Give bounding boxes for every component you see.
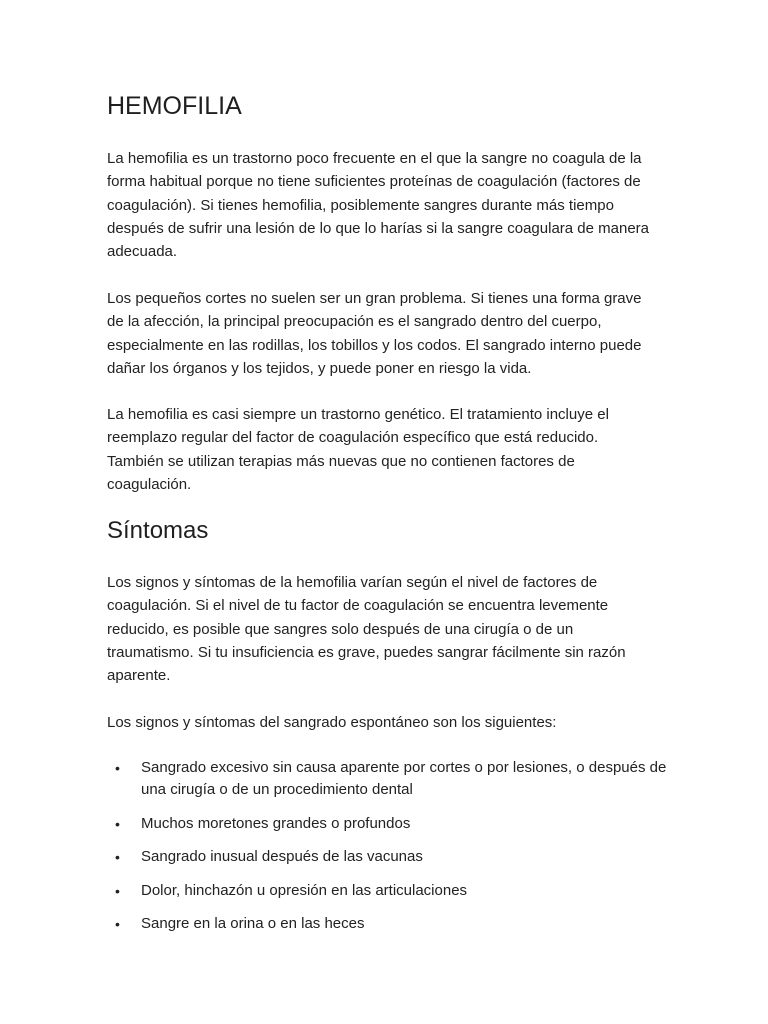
- list-item-text: Dolor, hinchazón u opresión en las articulaciones: [141, 881, 468, 899]
- bullet-icon: •: [115, 882, 120, 899]
- list-item-text: Sangrado excesivo sin causa aparente por cortes o por lesiones, o después de una cirugía o de un procedimiento dental: [141, 759, 667, 798]
- list-item-text: Sangrado inusual después de las vacunas: [141, 848, 423, 865]
- symptoms-paragraph-2: Los signos y síntomas del sangrado espontáneo son los siguientes:: [107, 714, 557, 731]
- section-heading-sintomas: Síntomas: [107, 517, 209, 544]
- document-title: HEMOFILIA: [107, 92, 242, 120]
- list-item-text: Sangre en la orina o en las heces: [141, 915, 365, 932]
- intro-paragraph-2: Los pequeños cortes no suelen ser un gran problema. Si tienes una forma grave de la afección, la principal preocupación es el sangrado dentro del cuerpo, especialmente en las rodillas, los tobillos y los codos. El sangrado interno puede dañar los órganos y los tejidos, y puede poner en riesgo la vida.: [107, 290, 642, 377]
- bullet-icon: •: [115, 849, 120, 865]
- bullet-icon: •: [115, 815, 120, 832]
- list-item: [107, 757, 667, 801]
- intro-paragraph-1: La hemofilia es un trastorno poco frecuente en el que la sangre no coagula de la forma habitual porque no tiene suficientes proteínas de coagulación (factores de coagulación). Si tienes hemofilia, posiblemente sangres durante más tiempo después de sufrir una lesión de lo que lo harías si la sangre coagulara de manera adecuada.: [107, 150, 650, 261]
- symptom-list: [107, 757, 667, 947]
- intro-paragraph-3: La hemofilia es casi siempre un trastorno genético. El tratamiento incluye el reemplazo regular del factor de coagulación específico que está reducido. También se utilizan terapias más nuevas que no contienen factores de coagulación.: [107, 406, 609, 493]
- symptoms-paragraph-1: Los signos y síntomas de la hemofilia varían según el nivel de factores de coagulación. Si el nivel de tu factor de coagulación se encuentra levemente reducido, es posible que sangres solo después de una cirugía o de un traumatismo. Si tu insuficiencia es grave, puedes sangrar fácilmente sin razón aparente.: [107, 574, 626, 685]
- list-item: [107, 880, 667, 902]
- list-item: [107, 846, 667, 868]
- bullet-icon: •: [115, 760, 120, 776]
- list-item: [107, 813, 667, 835]
- list-item: [107, 913, 667, 935]
- bullet-icon: •: [115, 916, 120, 932]
- list-item-text: Muchos moretones grandes o profundos: [141, 814, 411, 832]
